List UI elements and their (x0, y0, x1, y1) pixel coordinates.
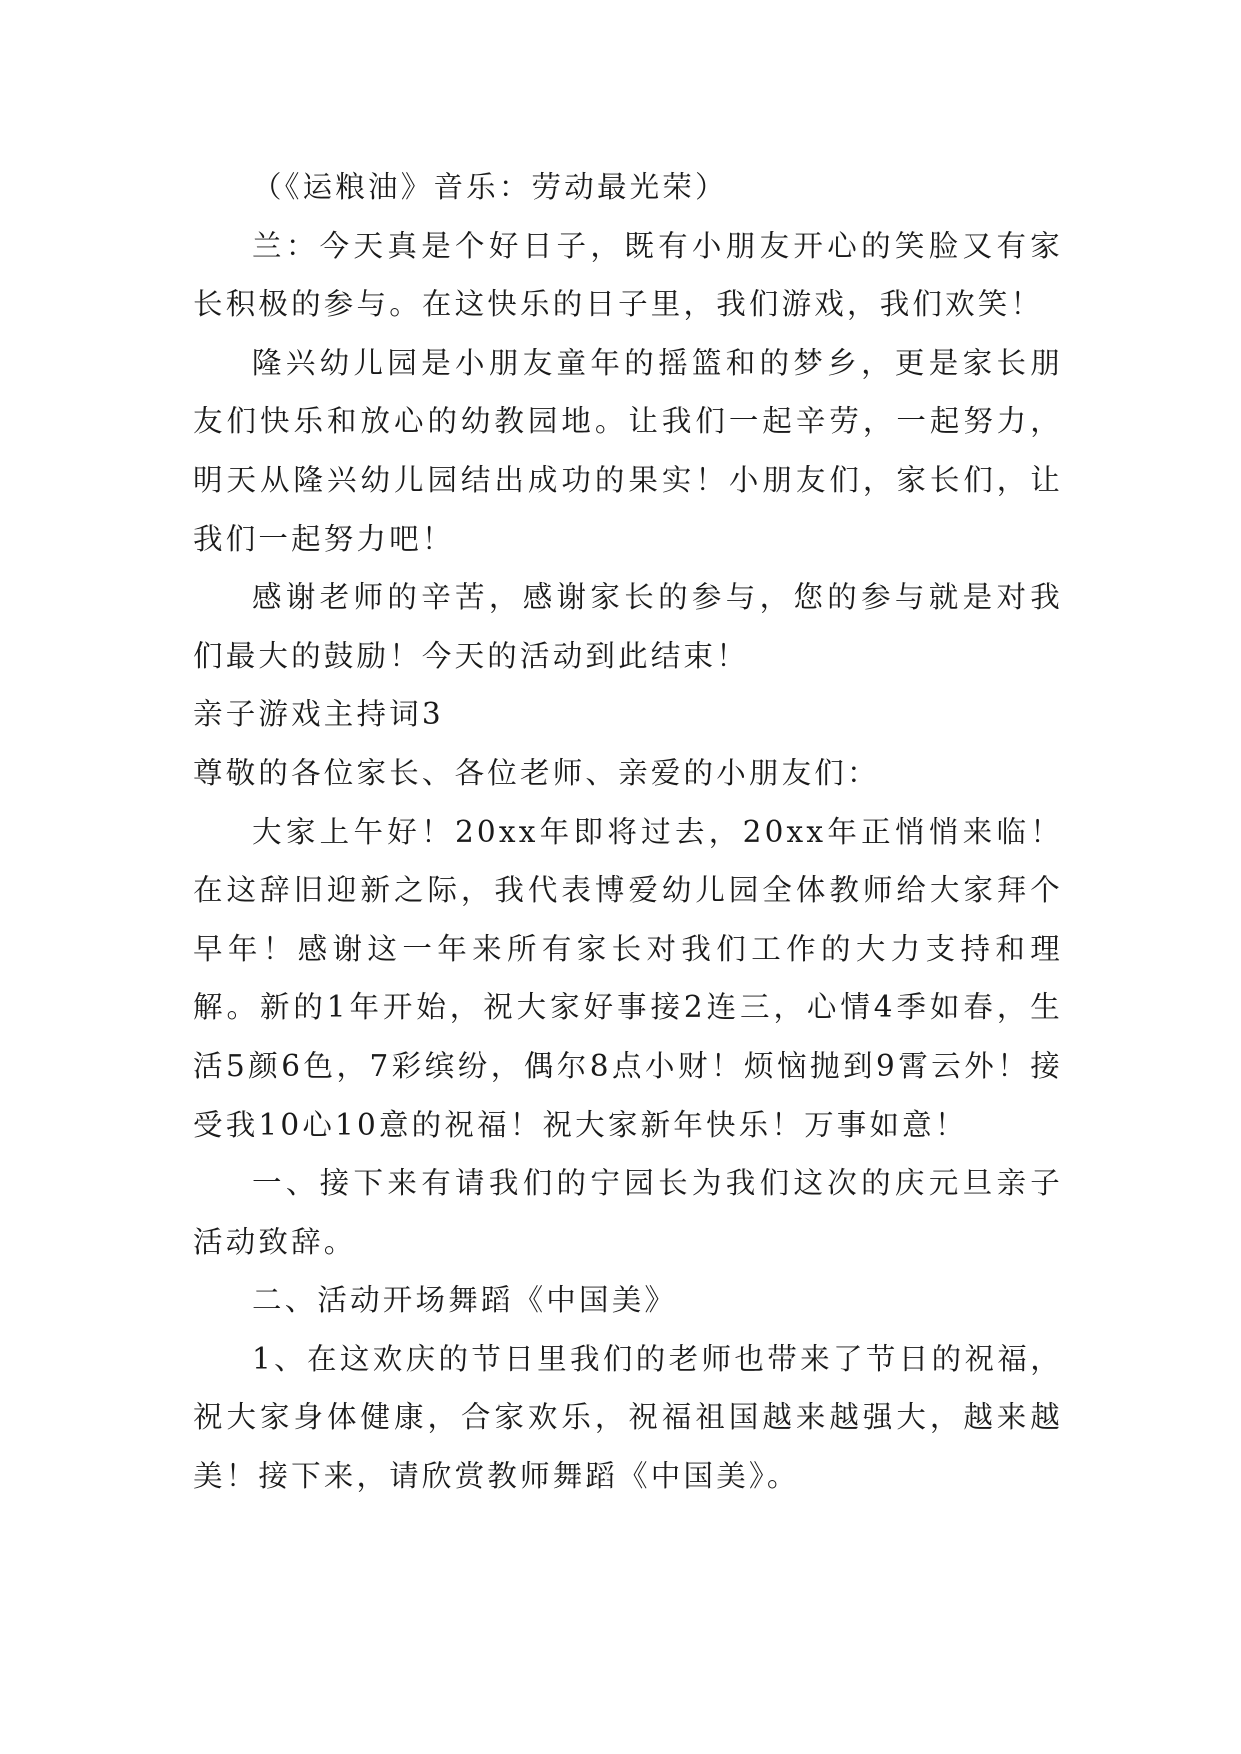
document-body (193, 158, 1063, 1506)
paragraph-salutation: 尊敬的各位家长、各位老师、亲爱的小朋友们： (193, 755, 880, 790)
paragraph-new-year-greeting: 大家上午好！20xx年即将过去，20xx年正悄悄来临！在这辞旧迎新之际，我代表博爱幼儿园全体教师给大家拜个早年！感谢这一年来所有家长对我们工作的大力支持和理解。新的1年开始，祝大家好事接2连三，心情4季如春，生活5颜6色，7彩缤纷，偶尔8点小财！烦恼抛到9霄云外！接受我10心10意的祝福！祝大家新年快乐！万事如意！ (193, 814, 1063, 1142)
paragraph-subitem-one: 1、在这欢庆的节日里我们的老师也带来了节日的祝福，祝大家身体健康，合家欢乐，祝福祖国越来越强大，越来越美！接下来，请欣赏教师舞蹈《中国美》。 (193, 1341, 1063, 1494)
paragraph-item-one: 一、接下来有请我们的宁园长为我们这次的庆元旦亲子活动致辞。 (193, 1166, 1063, 1259)
paragraph-thanks: 感谢老师的辛苦，感谢家长的参与，您的参与就是对我们最大的鼓励！今天的活动到此结束！ (193, 580, 1063, 673)
paragraph-music-note: （《运粮油》音乐：劳动最光荣） (252, 170, 728, 204)
section-heading: 亲子游戏主持词3 (193, 697, 444, 732)
paragraph-kindergarten: 隆兴幼儿园是小朋友童年的摇篮和的梦乡，更是家长朋友们快乐和放心的幼教园地。让我们一起辛劳，一起努力，明天从隆兴幼儿园结出成功的果实！小朋友们，家长们，让我们一起努力吧！ (193, 345, 1063, 556)
paragraph-item-two: 二、活动开场舞蹈《中国美》 (252, 1283, 678, 1318)
paragraph-lan-opening: 兰：今天真是个好日子，既有小朋友开心的笑脸又有家长积极的参与。在这快乐的日子里，我们游戏，我们欢笑！ (193, 228, 1063, 322)
